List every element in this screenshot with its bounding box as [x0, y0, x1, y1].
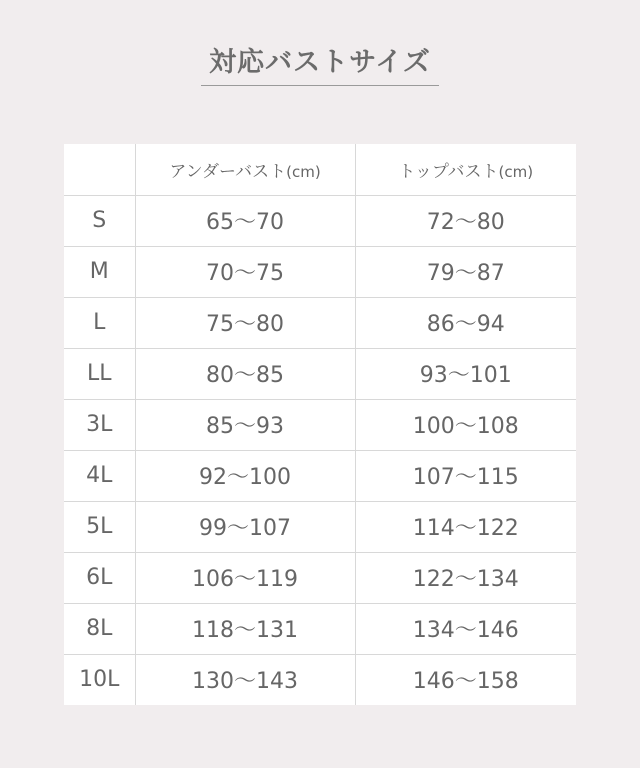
- under-bust-cell: 106〜119: [135, 552, 355, 603]
- size-cell: LL: [64, 348, 135, 399]
- size-cell: L: [64, 297, 135, 348]
- table-row: [64, 246, 576, 297]
- size-cell: 6L: [64, 552, 135, 603]
- under-bust-cell: 99〜107: [135, 501, 355, 552]
- table-row: [64, 603, 576, 654]
- header-under-bust-label: アンダーバスト: [169, 161, 287, 182]
- size-table: [64, 144, 576, 705]
- under-bust-cell: 118〜131: [135, 603, 355, 654]
- size-cell: 4L: [64, 450, 135, 501]
- table-row: [64, 195, 576, 246]
- header-top-bust-unit: (cm): [498, 162, 534, 181]
- size-cell: M: [64, 246, 135, 297]
- under-bust-cell: 70〜75: [135, 246, 355, 297]
- top-bust-cell: 86〜94: [355, 297, 576, 348]
- under-bust-cell: 75〜80: [135, 297, 355, 348]
- title-underline: [201, 85, 439, 86]
- header-size: [64, 144, 135, 195]
- size-cell: 8L: [64, 603, 135, 654]
- under-bust-cell: 80〜85: [135, 348, 355, 399]
- page-title: 対応バストサイズ: [209, 47, 431, 78]
- table-row: [64, 297, 576, 348]
- table-row: [64, 348, 576, 399]
- under-bust-cell: 85〜93: [135, 399, 355, 450]
- table-row: [64, 654, 576, 705]
- top-bust-cell: 93〜101: [355, 348, 576, 399]
- top-bust-cell: 79〜87: [355, 246, 576, 297]
- header-under-bust-unit: (cm): [286, 162, 321, 181]
- top-bust-cell: 122〜134: [355, 552, 576, 603]
- top-bust-cell: 146〜158: [355, 654, 576, 705]
- size-cell: 5L: [64, 501, 135, 552]
- table-row: [64, 399, 576, 450]
- size-cell: 3L: [64, 399, 135, 450]
- top-bust-cell: 72〜80: [355, 195, 576, 246]
- table-row: [64, 552, 576, 603]
- header-under-bust: [135, 144, 355, 195]
- top-bust-cell: 100〜108: [355, 399, 576, 450]
- table-header-row: [64, 144, 576, 195]
- top-bust-cell: 134〜146: [355, 603, 576, 654]
- size-cell: S: [64, 195, 135, 246]
- top-bust-cell: 114〜122: [355, 501, 576, 552]
- under-bust-cell: 92〜100: [135, 450, 355, 501]
- under-bust-cell: 65〜70: [135, 195, 355, 246]
- header-top-bust: [355, 144, 576, 195]
- top-bust-cell: 107〜115: [355, 450, 576, 501]
- table-row: [64, 501, 576, 552]
- size-cell: 10L: [64, 654, 135, 705]
- table-row: [64, 450, 576, 501]
- under-bust-cell: 130〜143: [135, 654, 355, 705]
- header-top-bust-label: トップバスト: [398, 161, 499, 182]
